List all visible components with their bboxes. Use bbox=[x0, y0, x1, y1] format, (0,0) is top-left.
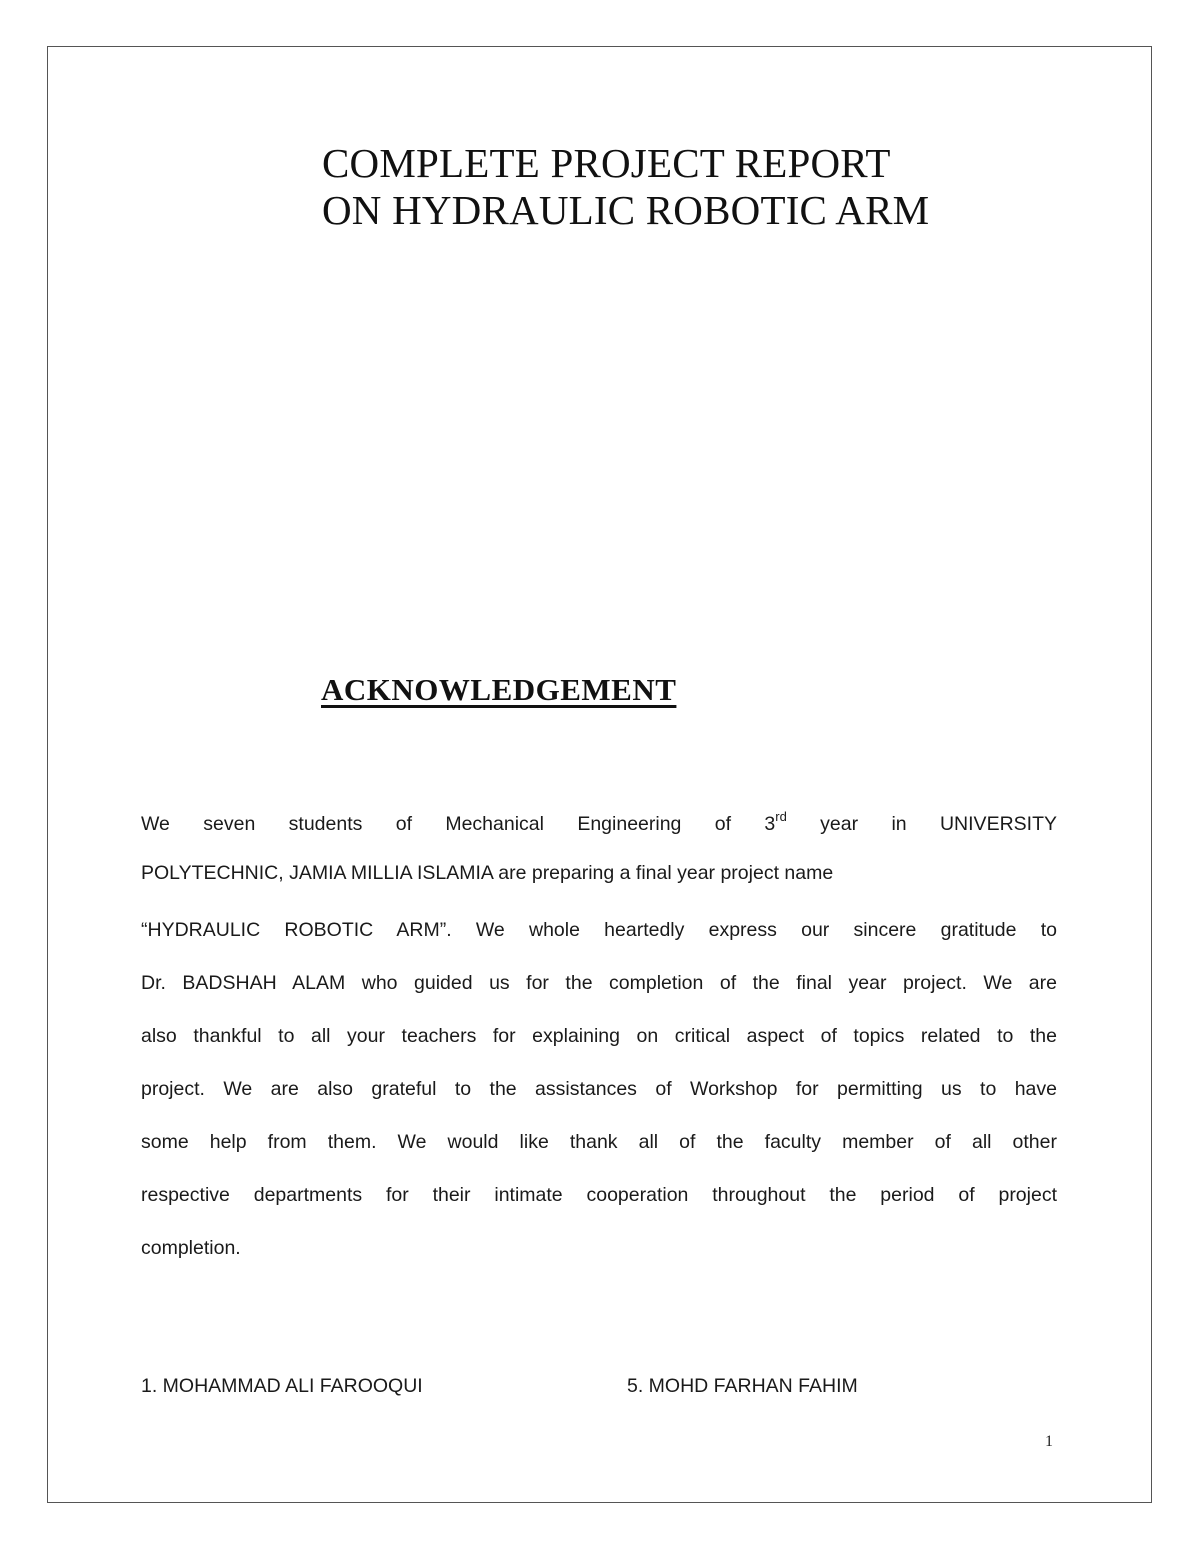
paragraph-line-8: respective departments for their intimate cooperation throughout the period of project bbox=[141, 1184, 1057, 1206]
report-title-line-1: COMPLETE PROJECT REPORT bbox=[322, 140, 891, 186]
paragraph-line-5: also thankful to all your teachers for explaining on critical aspect of topics related to the bbox=[141, 1025, 1057, 1047]
paragraph-line-1-start: We seven students of Mechanical Engineering of 3 bbox=[141, 813, 776, 835]
ordinal-suffix: rd bbox=[775, 809, 787, 824]
paragraph-line-3: “HYDRAULIC ROBOTIC ARM”. We whole heartedly express our sincere gratitude to bbox=[141, 919, 1057, 941]
paragraph-line-7: some help from them. We would like thank all of the faculty member of all other bbox=[141, 1131, 1057, 1153]
page-frame bbox=[47, 46, 1152, 1503]
acknowledgement-heading: ACKNOWLEDGEMENT bbox=[321, 672, 677, 707]
paragraph-line-1-end: year in UNIVERSITY bbox=[786, 813, 1057, 835]
report-title bbox=[322, 140, 929, 234]
member-name-1: 1. MOHAMMAD ALI FAROOQUI bbox=[141, 1375, 423, 1397]
paragraph-line-4: Dr. BADSHAH ALAM who guided us for the completion of the final year project. We are bbox=[141, 972, 1057, 994]
paragraph-line-6: project. We are also grateful to the assistances of Workshop for permitting us to have bbox=[141, 1078, 1057, 1100]
paragraph-line-2: POLYTECHNIC, JAMIA MILLIA ISLAMIA are preparing a final year project name bbox=[141, 862, 834, 884]
paragraph-line-9: completion. bbox=[141, 1237, 241, 1259]
member-name-5: 5. MOHD FARHAN FAHIM bbox=[627, 1375, 858, 1397]
paragraph-line-1 bbox=[141, 809, 1057, 836]
page-number: 1 bbox=[1045, 1433, 1053, 1450]
report-title-line-2: ON HYDRAULIC ROBOTIC ARM bbox=[322, 187, 930, 233]
